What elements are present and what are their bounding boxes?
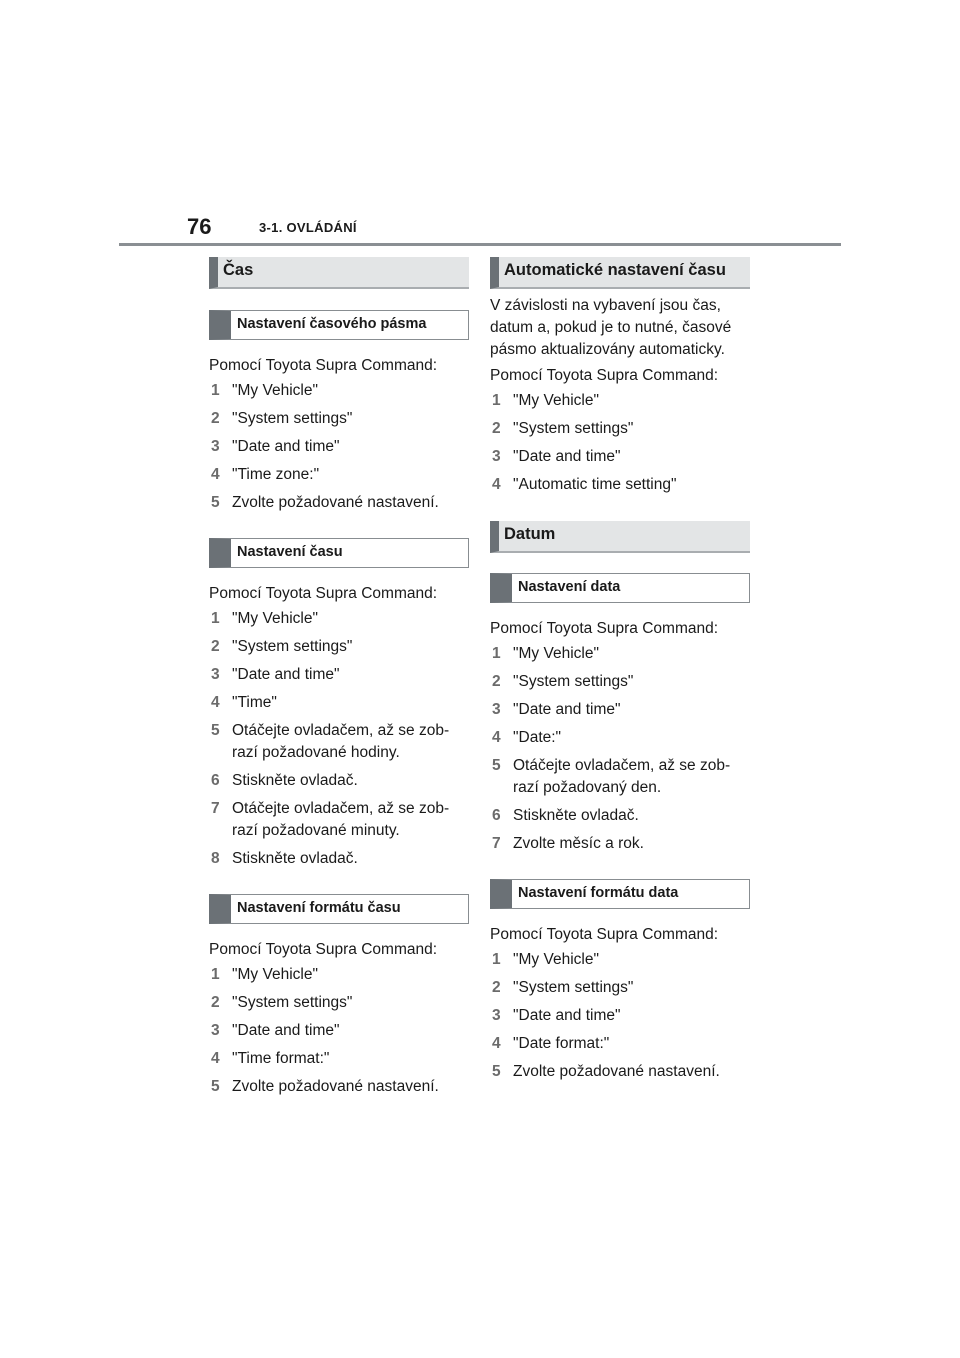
step-item: 5 Zvolte požadované nastavení.	[211, 494, 439, 511]
step-item: 1 "My Vehicle"	[492, 951, 599, 968]
step-item: 4 "Time zone:"	[211, 466, 320, 483]
step-list-automatic	[490, 390, 750, 496]
step-list-time-format	[209, 964, 469, 1098]
intro-text: Pomocí Toyota Supra Command:	[490, 926, 719, 943]
step-item: 3 "Date and time"	[211, 1022, 340, 1039]
intro-text: Pomocí Toyota Supra Command:	[209, 941, 438, 958]
step-item: 7 Zvolte měsíc a rok.	[492, 835, 644, 852]
left-column	[209, 257, 469, 1098]
step-item: 6 Stiskněte ovladač.	[211, 772, 358, 789]
section-heading-datum: Datum	[490, 521, 750, 553]
subsection-heading-time-format: Nastavení formátu času	[209, 894, 469, 924]
step-item: 4 "Date format:"	[492, 1035, 610, 1052]
step-item: 5 Zvolte požadované nastavení.	[492, 1063, 720, 1080]
step-item: 4 "Date:"	[492, 729, 562, 746]
step-item: 2 "System settings"	[492, 420, 634, 437]
step-item: 5 Otáčejte ovladačem, až se zob-razí požadované hodiny.	[211, 722, 450, 761]
step-item: 4 "Time"	[211, 694, 277, 711]
intro-text: Pomocí Toyota Supra Command:	[209, 357, 438, 374]
right-column	[490, 257, 750, 1083]
intro-text: Pomocí Toyota Supra Command:	[490, 367, 719, 384]
header-rule	[119, 243, 841, 246]
subsection-heading-date-format: Nastavení formátu data	[490, 879, 750, 909]
intro-text: Pomocí Toyota Supra Command:	[490, 620, 719, 637]
step-list-time	[209, 608, 469, 870]
step-list-time-zone	[209, 380, 469, 514]
step-item: 7 Otáčejte ovladačem, až se zob-razí požadované minuty.	[211, 800, 450, 839]
step-item: 5 Otáčejte ovladačem, až se zob-razí požadovaný den.	[492, 757, 731, 796]
step-list-date	[490, 643, 750, 855]
step-item: 1 "My Vehicle"	[211, 610, 318, 627]
section-heading-cas: Čas	[209, 257, 469, 289]
step-list-date-format	[490, 949, 750, 1083]
step-item: 3 "Date and time"	[492, 701, 621, 718]
subsection-heading-date: Nastavení data	[490, 573, 750, 603]
step-item: 4 "Automatic time setting"	[492, 476, 677, 493]
step-item: 3 "Date and time"	[211, 666, 340, 683]
page-number: 76	[187, 214, 212, 239]
chapter-title: 3-1. OVLÁDÁNÍ	[259, 220, 357, 235]
step-item: 4 "Time format:"	[211, 1050, 330, 1067]
step-item: 5 Zvolte požadované nastavení.	[211, 1078, 439, 1095]
step-item: 2 "System settings"	[211, 994, 353, 1011]
auto-description: V závislosti na vybavení jsou čas, datum a, pokud je to nutné, časové pásmo aktualizovány automaticky.	[490, 297, 732, 358]
step-item: 2 "System settings"	[492, 673, 634, 690]
section-heading-automatic-time: Automatické nastavení času	[490, 257, 750, 289]
step-item: 1 "My Vehicle"	[211, 382, 318, 399]
step-item: 2 "System settings"	[211, 638, 353, 655]
step-item: 1 "My Vehicle"	[211, 966, 318, 983]
subsection-heading-time: Nastavení času	[209, 538, 469, 568]
step-item: 3 "Date and time"	[492, 448, 621, 465]
step-item: 8 Stiskněte ovladač.	[211, 850, 358, 867]
intro-text: Pomocí Toyota Supra Command:	[209, 585, 438, 602]
step-item: 6 Stiskněte ovladač.	[492, 807, 639, 824]
step-item: 3 "Date and time"	[492, 1007, 621, 1024]
step-item: 2 "System settings"	[492, 979, 634, 996]
step-item: 1 "My Vehicle"	[492, 392, 599, 409]
step-item: 3 "Date and time"	[211, 438, 340, 455]
step-item: 1 "My Vehicle"	[492, 645, 599, 662]
subsection-heading-time-zone: Nastavení časového pásma	[209, 310, 469, 340]
step-item: 2 "System settings"	[211, 410, 353, 427]
